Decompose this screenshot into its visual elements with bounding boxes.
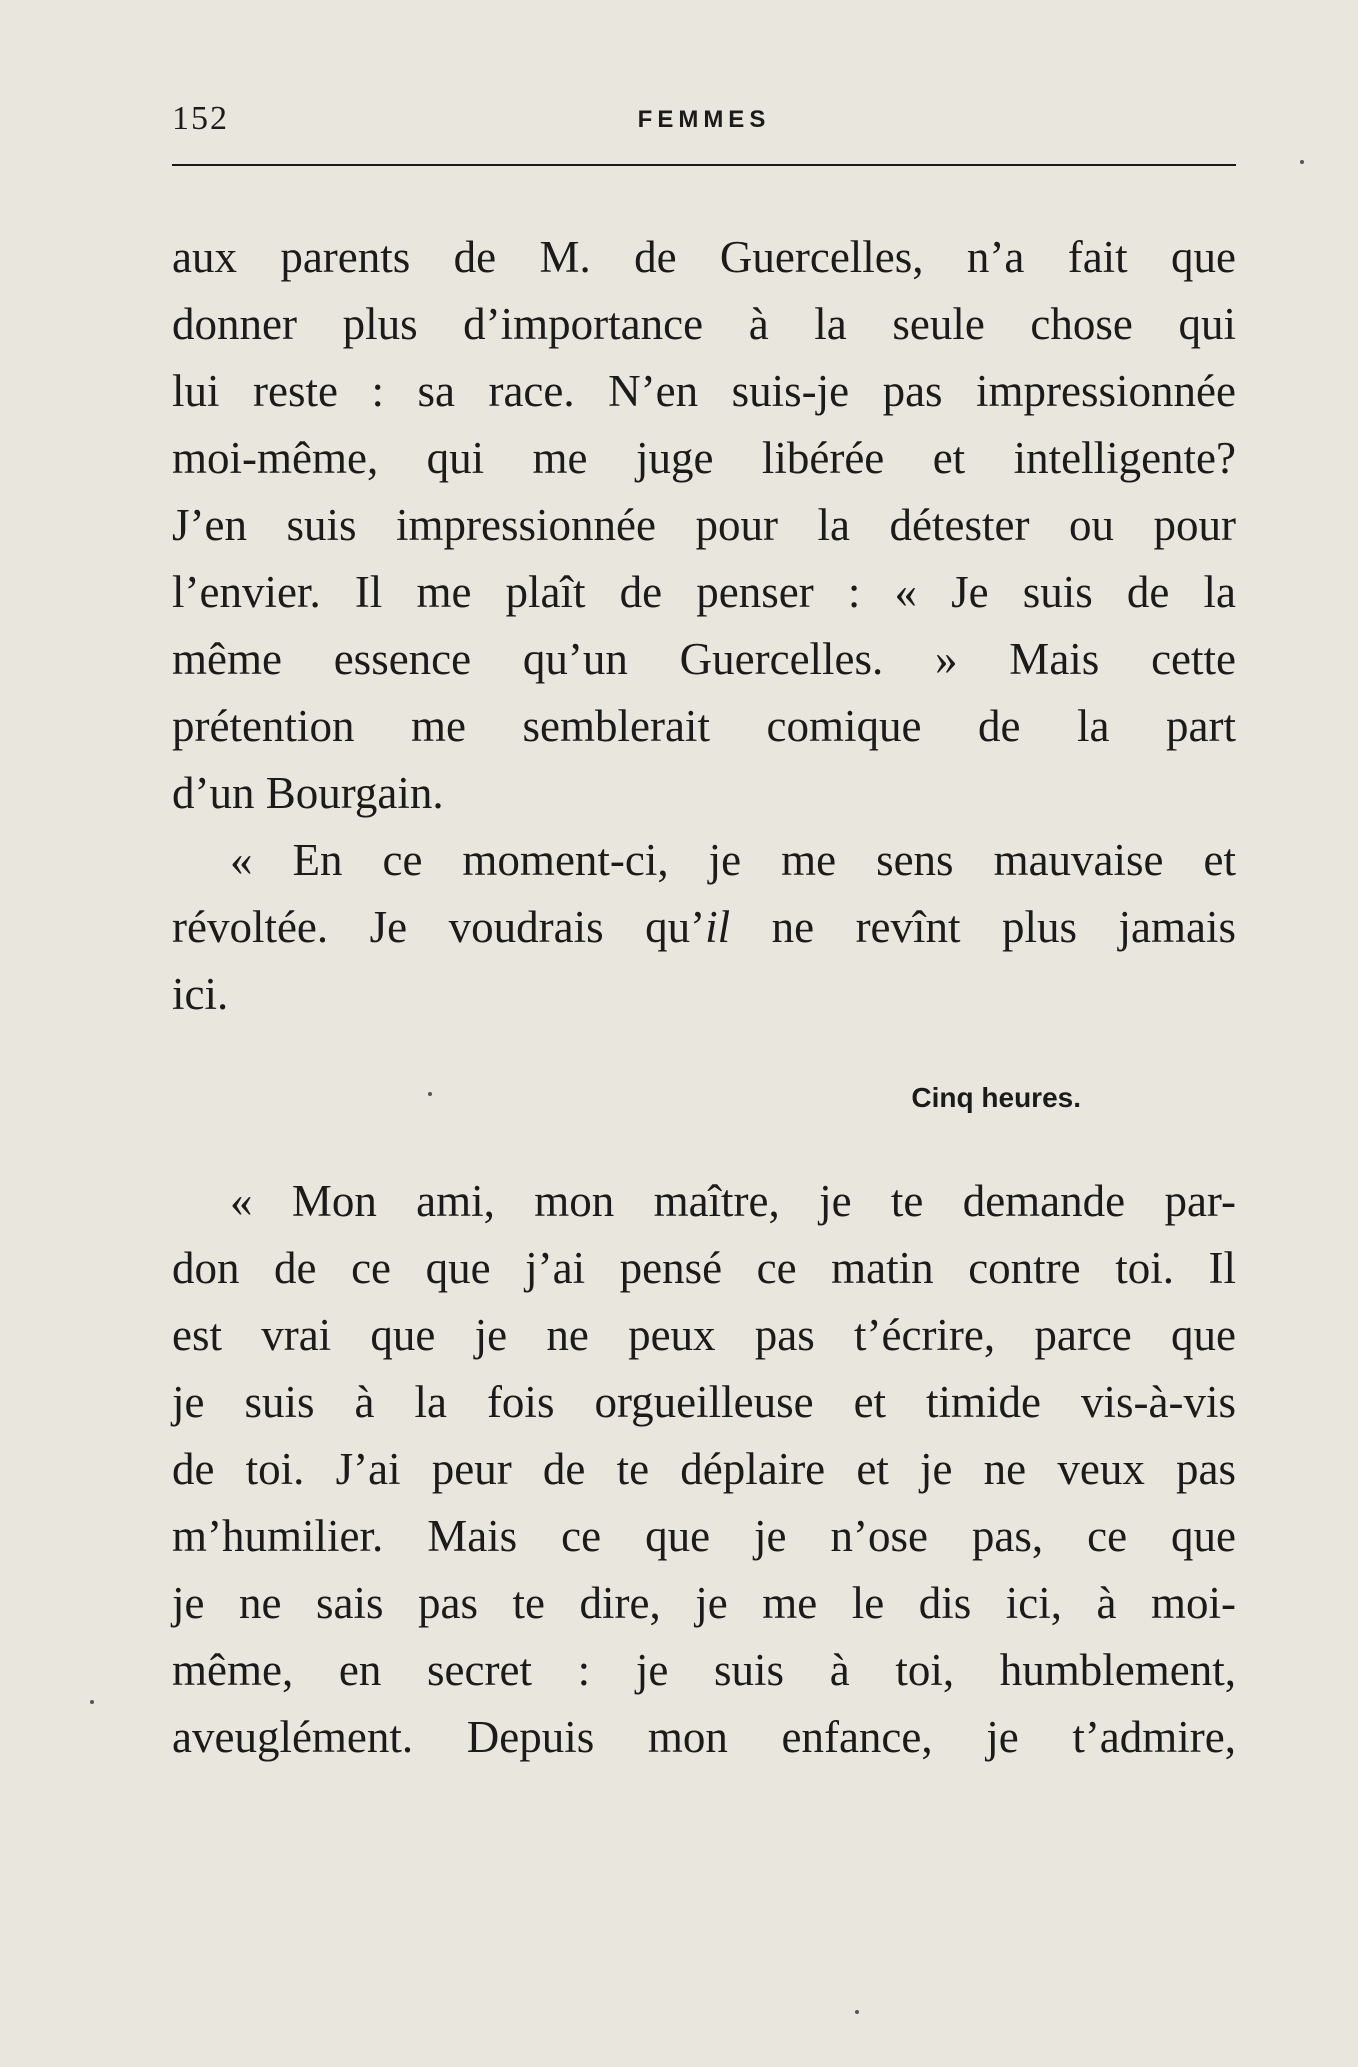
text-line: don de ce que j’ai pensé ce matin contre toi. Il <box>172 1243 1236 1293</box>
italic-pronoun: il <box>705 902 731 952</box>
text-line: aveuglément. Depuis mon enfance, je t’admire, <box>172 1712 1236 1762</box>
text-line: prétention me semblerait comique de la part <box>172 701 1236 751</box>
text-line: « Mon ami, mon maître, je te demande par- <box>230 1176 1236 1226</box>
text-line: je ne sais pas te dire, je me le dis ici, à moi- <box>172 1578 1236 1628</box>
text-line: l’envier. Il me plaît de penser : « Je suis de la <box>172 567 1236 617</box>
text-line: même, en secret : je suis à toi, humblement, <box>172 1645 1236 1695</box>
text-line: aux parents de M. de Guercelles, n’a fait que <box>172 232 1236 282</box>
text-line: de toi. J’ai peur de te déplaire et je ne veux pas <box>172 1444 1236 1494</box>
text-fragment: révoltée. Je voudrais qu’ <box>172 902 706 952</box>
time-heading: Cinq heures. <box>911 1082 1081 1113</box>
running-title: FEMMES <box>637 106 771 133</box>
page-number: 152 <box>172 100 229 137</box>
text-line: moi-même, qui me juge libérée et intelligente? <box>172 433 1236 483</box>
text-line: est vrai que je ne peux pas t’écrire, parce que <box>172 1310 1236 1360</box>
text-line: d’un Bourgain. <box>172 768 444 818</box>
page-text <box>172 224 1236 1771</box>
running-head <box>172 100 1236 140</box>
text-line: même essence qu’un Guercelles. » Mais cette <box>172 634 1236 684</box>
header-rule <box>172 164 1236 166</box>
text-line: « En ce moment-ci, je me sens mauvaise et <box>230 835 1236 885</box>
text-line: je suis à la fois orgueilleuse et timide vis-à-vis <box>172 1377 1236 1427</box>
text-fragment: ne revînt plus jamais <box>730 902 1236 952</box>
paper-speck <box>90 1700 94 1704</box>
text-line: lui reste : sa race. N’en suis-je pas impressionnée <box>172 366 1236 416</box>
text-line: J’en suis impressionnée pour la détester ou pour <box>172 500 1236 550</box>
paper-speck <box>855 2010 859 2014</box>
paper-speck <box>428 1092 432 1096</box>
text-line: donner plus d’importance à la seule chose qui <box>172 299 1236 349</box>
text-line: ici. <box>172 969 229 1019</box>
text-line <box>172 894 1236 961</box>
paper-speck <box>1300 160 1304 164</box>
text-line: m’humilier. Mais ce que je n’ose pas, ce que <box>172 1511 1236 1561</box>
